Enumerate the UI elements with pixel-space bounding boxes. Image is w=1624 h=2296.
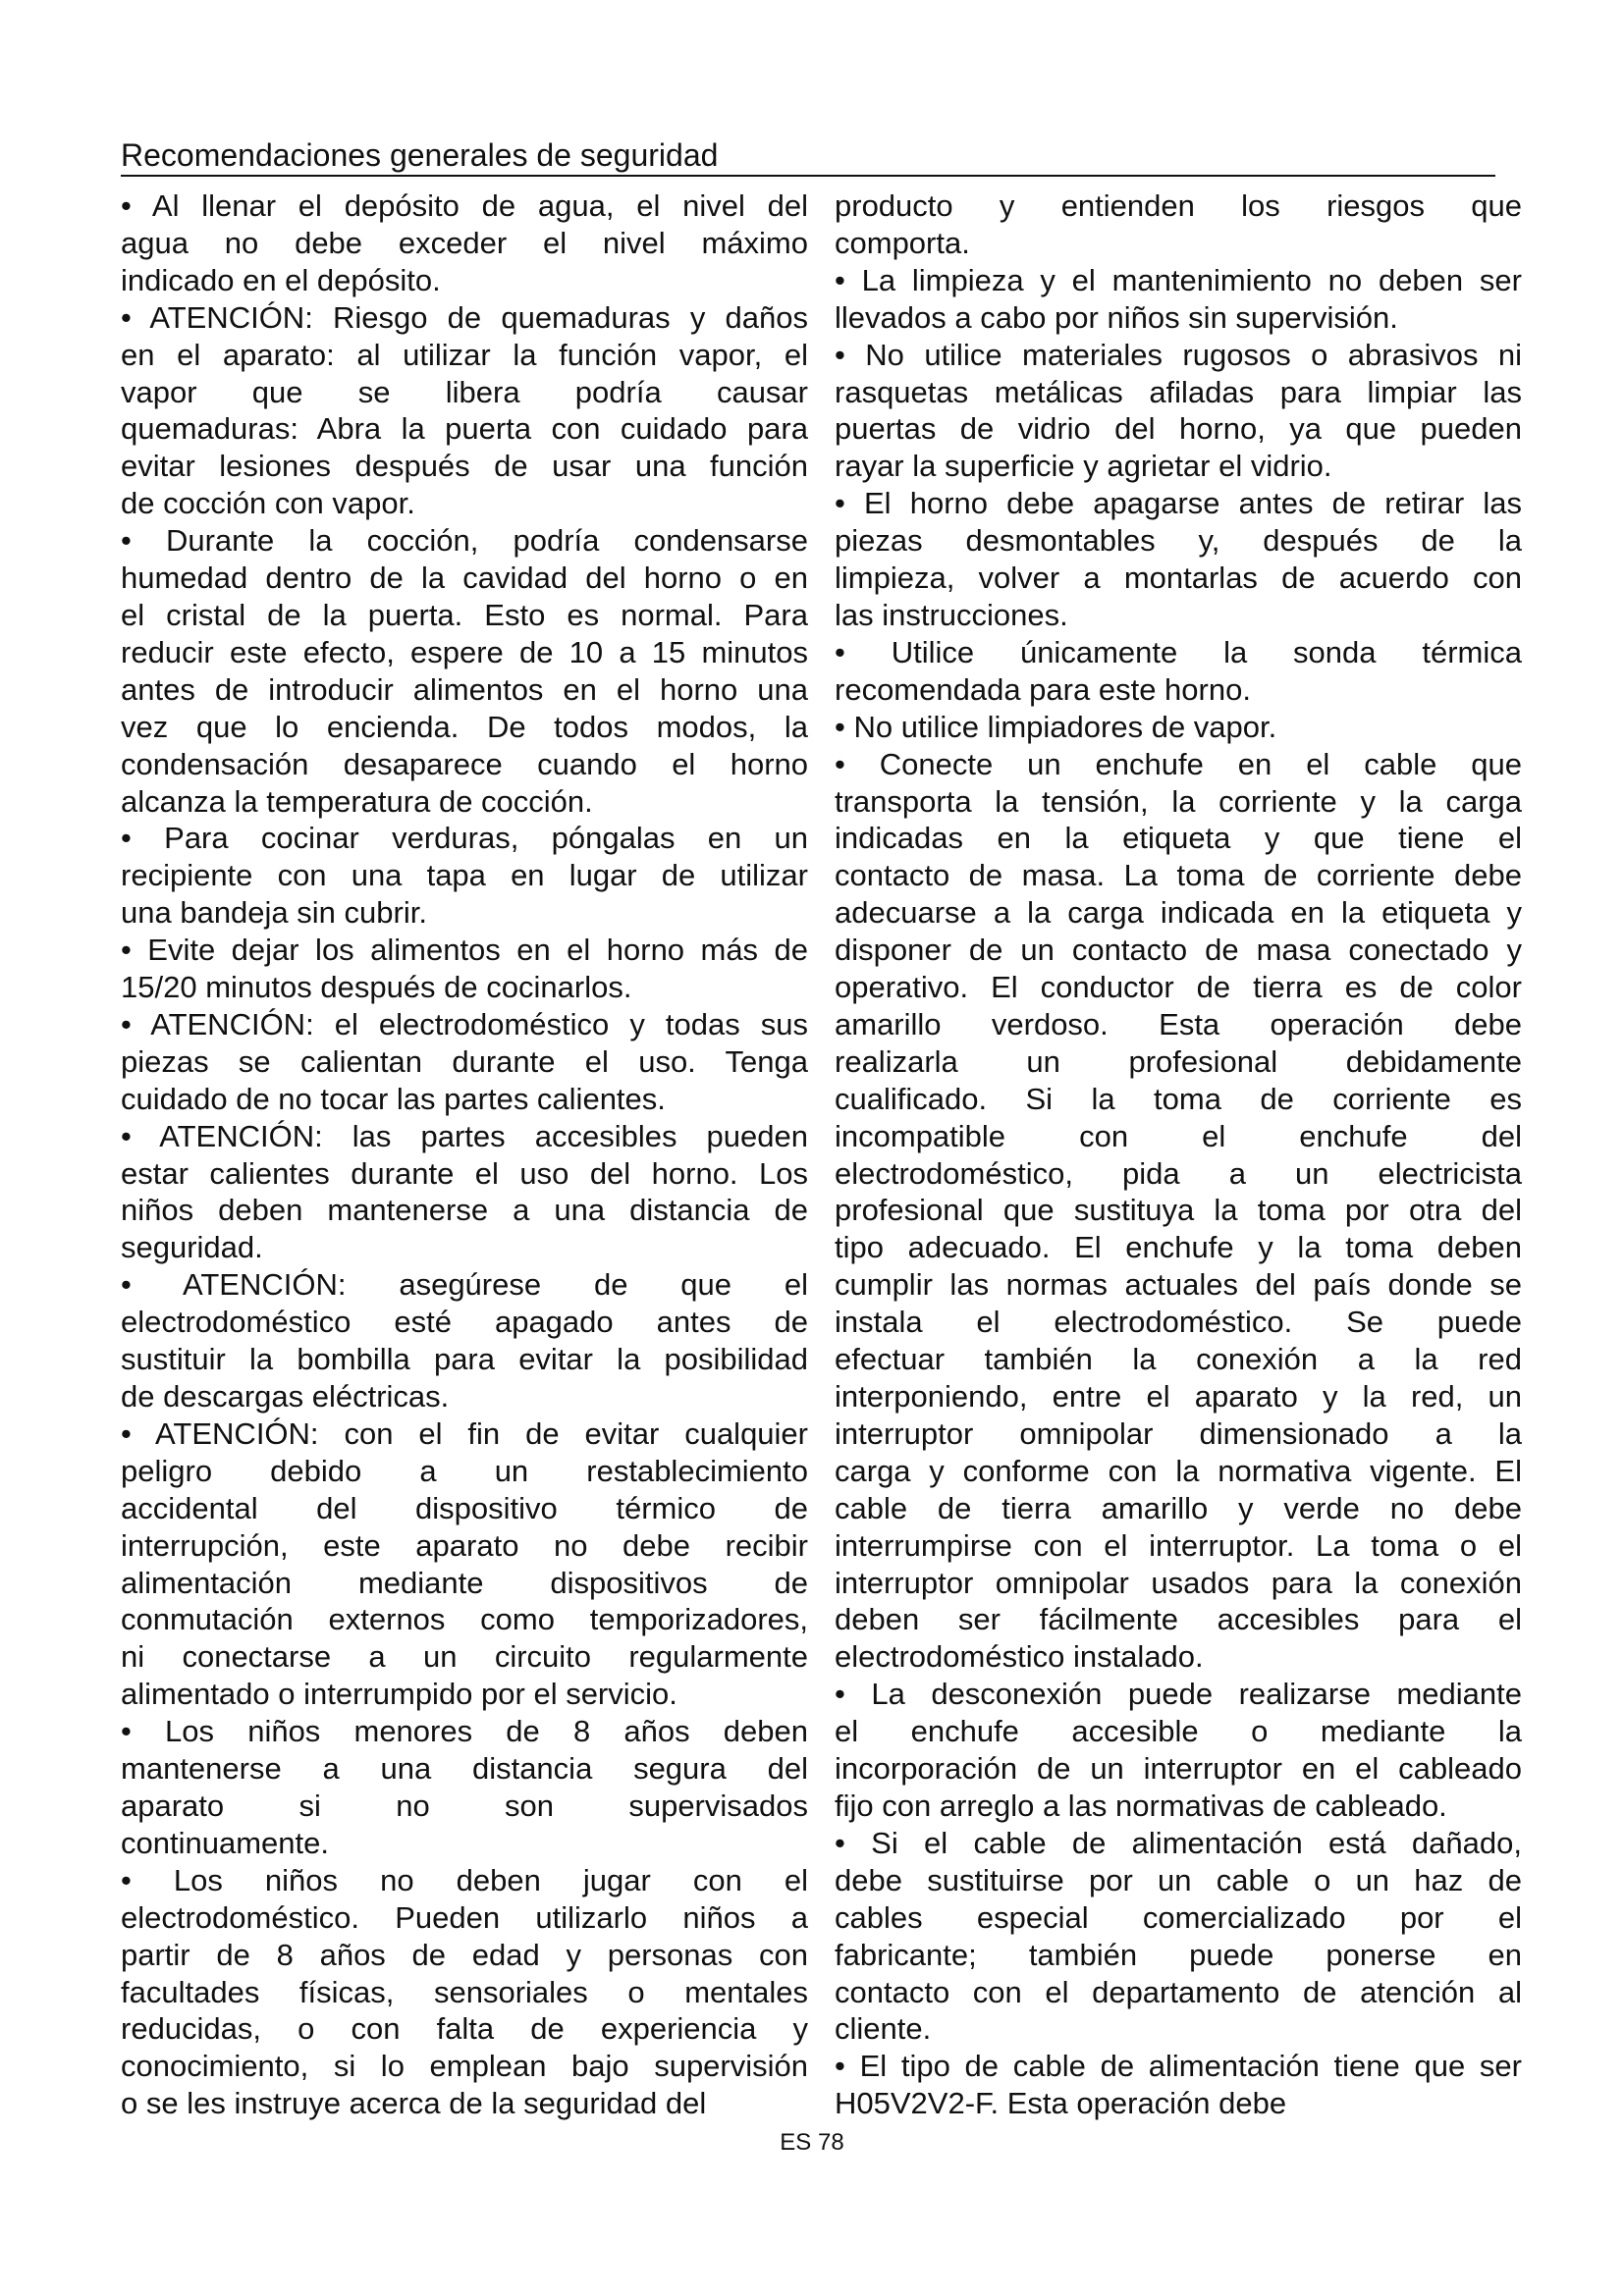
text-line: cliente. [835,2011,932,2047]
text-line: • Si el cable de alimentación está dañado, [835,1825,1522,1860]
text-line: • La limpieza y el mantenimiento no deben ser [835,262,1522,297]
text-line: en el aparato: al utilizar la función vapor, el [121,337,808,372]
text-line: indicadas en la etiqueta y que tiene el [835,821,1522,856]
text-line: condensación desaparece cuando el horno [121,746,808,781]
safety-paragraph [835,2048,1522,2122]
safety-paragraph [121,1862,808,2122]
text-line: vez que lo encienda. De todos modos, la [121,709,808,744]
text-line: interrupción, este aparato no debe recibir [121,1527,808,1563]
text-line: 15/20 minutos después de cocinarlos. [121,970,632,1005]
text-line: electrodoméstico, pida a un electricista [835,1155,1522,1191]
safety-paragraph [121,1006,808,1118]
safety-paragraph [835,485,1522,634]
text-line: aparato si no son supervisados [121,1788,808,1823]
text-line: realizarla un profesional debidamente [835,1043,1522,1079]
text-line: una bandeja sin cubrir. [121,895,427,931]
safety-paragraph [835,746,1522,1677]
text-line: • Los niños no deben jugar con el [121,1862,808,1897]
text-line: comporta. [835,225,970,260]
text-line: efectuar también la conexión a la red [835,1342,1522,1377]
text-line: interruptor omnipolar usados para la conexión [835,1565,1522,1600]
text-line: rayar la superficie y agrietar el vidrio. [835,449,1332,484]
text-line: • ATENCIÓN: el electrodoméstico y todas sus [121,1006,808,1041]
text-line: cable de tierra amarillo y verde no debe [835,1490,1522,1525]
page-header [121,135,1495,177]
text-line: humedad dentro de la cavidad del horno o en [121,561,808,596]
text-line: cables especial comercializado por el [835,1899,1522,1935]
text-line: operativo. El conductor de tierra es de color [835,970,1522,1005]
text-line: mantenerse a una distancia segura del [121,1751,808,1787]
text-line: reducidas, o con falta de experiencia y [121,2011,808,2047]
text-line: • Al llenar el depósito de agua, el nivel del [121,188,808,223]
text-line: estar calientes durante el uso del horno. Los [121,1155,808,1191]
text-line: facultades físicas, sensoriales o mentales [121,1974,808,2009]
text-line: quemaduras: Abra la puerta con cuidado para [121,411,808,447]
safety-paragraph [121,1415,808,1713]
text-line: peligro debido a un restablecimiento [121,1453,808,1488]
text-line: cuidado de no tocar las partes calientes. [121,1081,666,1116]
text-line: puertas de vidrio del horno, ya que pueden [835,411,1522,447]
safety-paragraph [121,820,808,932]
text-line: carga y conforme con la normativa vigente. El [835,1453,1522,1488]
text-line: interponiendo, entre el aparato y la red, un [835,1379,1522,1414]
text-line: alimentación mediante dispositivos de [121,1565,808,1600]
text-line: antes de introducir alimentos en el horno una [121,671,808,707]
safety-paragraph [121,1266,808,1415]
text-line: amarillo verdoso. Esta operación debe [835,1006,1522,1041]
text-line: continuamente. [121,1825,329,1860]
text-line: incompatible con el enchufe del [835,1118,1522,1153]
right-column [835,187,1522,2122]
text-line: electrodoméstico. Pueden utilizarlo niños a [121,1899,808,1935]
text-line: • No utilice limpiadores de vapor. [835,709,1277,744]
text-line: • ATENCIÓN: con el fin de evitar cualquier [121,1415,808,1451]
safety-paragraph [121,522,808,820]
text-line: o se les instruye acerca de la seguridad del [121,2086,707,2121]
text-line: • Evite dejar los alimentos en el horno más de [121,933,808,968]
text-line: evitar lesiones después de usar una función [121,449,808,484]
text-line: alcanza la temperatura de cocción. [121,783,593,819]
text-line: agua no debe exceder el nivel máximo [121,225,808,260]
text-line: tipo adecuado. El enchufe y la toma deben [835,1230,1522,1265]
text-line: producto y entienden los riesgos que [835,188,1522,223]
text-line: recomendada para este horno. [835,671,1251,707]
text-line: instala el electrodoméstico. Se puede [835,1305,1522,1340]
text-line: conocimiento, si lo emplean bajo supervisión [121,2049,808,2084]
text-line: contacto con el departamento de atención al [835,1974,1522,2009]
text-line: partir de 8 años de edad y personas con [121,1937,808,1972]
text-line: • Conecte un enchufe en el cable que [835,746,1522,781]
text-line: piezas se calientan durante el uso. Tenga [121,1043,808,1079]
text-line: incorporación de un interruptor en el cableado [835,1751,1522,1787]
text-line: deben ser fácilmente accesibles para el [835,1602,1522,1637]
safety-paragraph [121,932,808,1006]
text-line: H05V2V2-F. Esta operación debe [835,2086,1287,2121]
safety-paragraph [121,187,808,299]
text-line: • ATENCIÓN: asegúrese de que el [121,1267,808,1303]
safety-paragraph [835,187,1522,262]
text-line: contacto de masa. La toma de corriente debe [835,858,1522,893]
text-line: piezas desmontables y, después de la [835,523,1522,559]
text-line: debe sustituirse por un cable o un haz de [835,1862,1522,1897]
text-line: • El tipo de cable de alimentación tiene que ser [835,2049,1522,2084]
text-line: • Los niños menores de 8 años deben [121,1714,808,1749]
text-line: recipiente con una tapa en lugar de utilizar [121,858,808,893]
text-line: limpieza, volver a montarlas de acuerdo con [835,561,1522,596]
text-line: niños deben mantenerse a una distancia de [121,1193,808,1228]
safety-paragraph [835,337,1522,486]
page-number: ES 78 [780,2129,844,2156]
left-column [121,187,808,2122]
safety-paragraph [121,299,808,522]
text-line: electrodoméstico instalado. [835,1639,1204,1675]
text-line: las instrucciones. [835,597,1068,632]
text-line: transporta la tensión, la corriente y la carga [835,783,1522,819]
page-title: Recomendaciones generales de seguridad [121,137,719,173]
safety-paragraph [835,1825,1522,2048]
text-line: • La desconexión puede realizarse mediante [835,1677,1522,1712]
text-line: • No utilice materiales rugosos o abrasivos ni [835,337,1522,372]
text-line: de cocción con vapor. [121,486,415,521]
text-line: fijo con arreglo a las normativas de cableado. [835,1788,1447,1823]
safety-paragraph [835,262,1522,337]
text-line: seguridad. [121,1230,263,1265]
text-line: el cristal de la puerta. Esto es normal. Para [121,597,808,632]
text-line: • Para cocinar verduras, póngalas en un [121,821,808,856]
safety-paragraph [835,1676,1522,1825]
text-line: alimentado o interrumpido por el servicio. [121,1677,677,1712]
text-line: de descargas eléctricas. [121,1379,450,1414]
text-line: • El horno debe apagarse antes de retirar las [835,486,1522,521]
text-line: conmutación externos como temporizadores, [121,1602,808,1637]
text-line: disponer de un contacto de masa conectado y [835,933,1522,968]
safety-paragraph [121,1118,808,1267]
text-line: vapor que se libera podría causar [121,374,808,409]
text-line: adecuarse a la carga indicada en la etiqueta y [835,895,1522,931]
text-line: sustituir la bombilla para evitar la posibilidad [121,1342,808,1377]
text-line: cualificado. Si la toma de corriente es [835,1081,1522,1116]
text-line: cumplir las normas actuales del país donde se [835,1267,1522,1303]
text-line: rasquetas metálicas afiladas para limpiar las [835,374,1522,409]
text-line: accidental del dispositivo térmico de [121,1490,808,1525]
text-line: • ATENCIÓN: las partes accesibles pueden [121,1118,808,1153]
text-line: reducir este efecto, espere de 10 a 15 minutos [121,634,808,669]
text-line: el enchufe accesible o mediante la [835,1714,1522,1749]
text-line: ni conectarse a un circuito regularmente [121,1639,808,1675]
text-line: llevados a cabo por niños sin supervisión. [835,299,1398,335]
safety-paragraph [835,634,1522,709]
text-line: indicado en el depósito. [121,262,441,297]
text-line: interruptor omnipolar dimensionado a la [835,1415,1522,1451]
text-line: electrodoméstico esté apagado antes de [121,1305,808,1340]
text-line: • Utilice únicamente la sonda térmica [835,634,1522,669]
text-line: • Durante la cocción, podría condensarse [121,523,808,559]
safety-paragraph [121,1713,808,1862]
text-line: fabricante; también puede ponerse en [835,1937,1522,1972]
text-line: profesional que sustituya la toma por otra del [835,1193,1522,1228]
text-line: • ATENCIÓN: Riesgo de quemaduras y daños [121,299,808,335]
text-line: interrumpirse con el interruptor. La toma o el [835,1527,1522,1563]
safety-paragraph [835,709,1522,746]
